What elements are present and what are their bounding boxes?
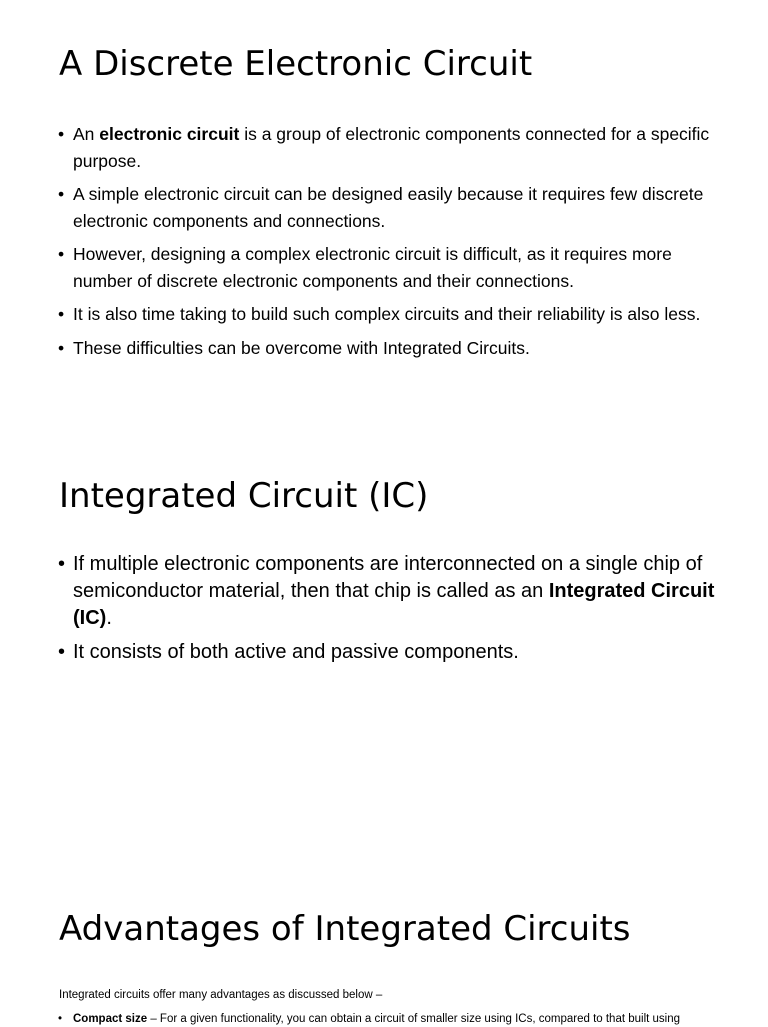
- list-item: • If multiple electronic components are interconnected on a single chip of semiconductor material, then that chip is called as an Integrated Circuit (IC).: [58, 551, 718, 632]
- list-item: • However, designing a complex electronic circuit is difficult, as it requires more number of discrete electronic components and their connections.: [58, 241, 718, 294]
- list-item: • Compact size – For a given functionality, you can obtain a circuit of smaller size using ICs, compared to that built using: [58, 1011, 718, 1027]
- list-item: • It consists of both active and passive components.: [58, 639, 718, 666]
- bold-term: electronic circuit: [99, 124, 240, 144]
- list-item: • These difficulties can be overcome with Integrated Circuits.: [58, 335, 718, 362]
- bold-term: Integrated Circuit (IC): [73, 580, 715, 629]
- intro-text: Integrated circuits offer many advantages as discussed below –: [59, 989, 383, 1001]
- list-item: • An electronic circuit is a group of electronic components connected for a specific purpose.: [58, 121, 718, 174]
- bullet-list: [58, 551, 718, 673]
- list-item: • A simple electronic circuit can be designed easily because it requires few discrete electronic components and connections.: [58, 181, 718, 234]
- section-title: Integrated Circuit (IC): [59, 476, 429, 516]
- bold-term: Compact size: [73, 1013, 148, 1025]
- bullet-list: [58, 121, 718, 368]
- bullet-list: [58, 1011, 718, 1027]
- section-title: Advantages of Integrated Circuits: [59, 909, 631, 949]
- list-item: • It is also time taking to build such complex circuits and their reliability is also less.: [58, 301, 718, 328]
- page-title: A Discrete Electronic Circuit: [59, 44, 533, 84]
